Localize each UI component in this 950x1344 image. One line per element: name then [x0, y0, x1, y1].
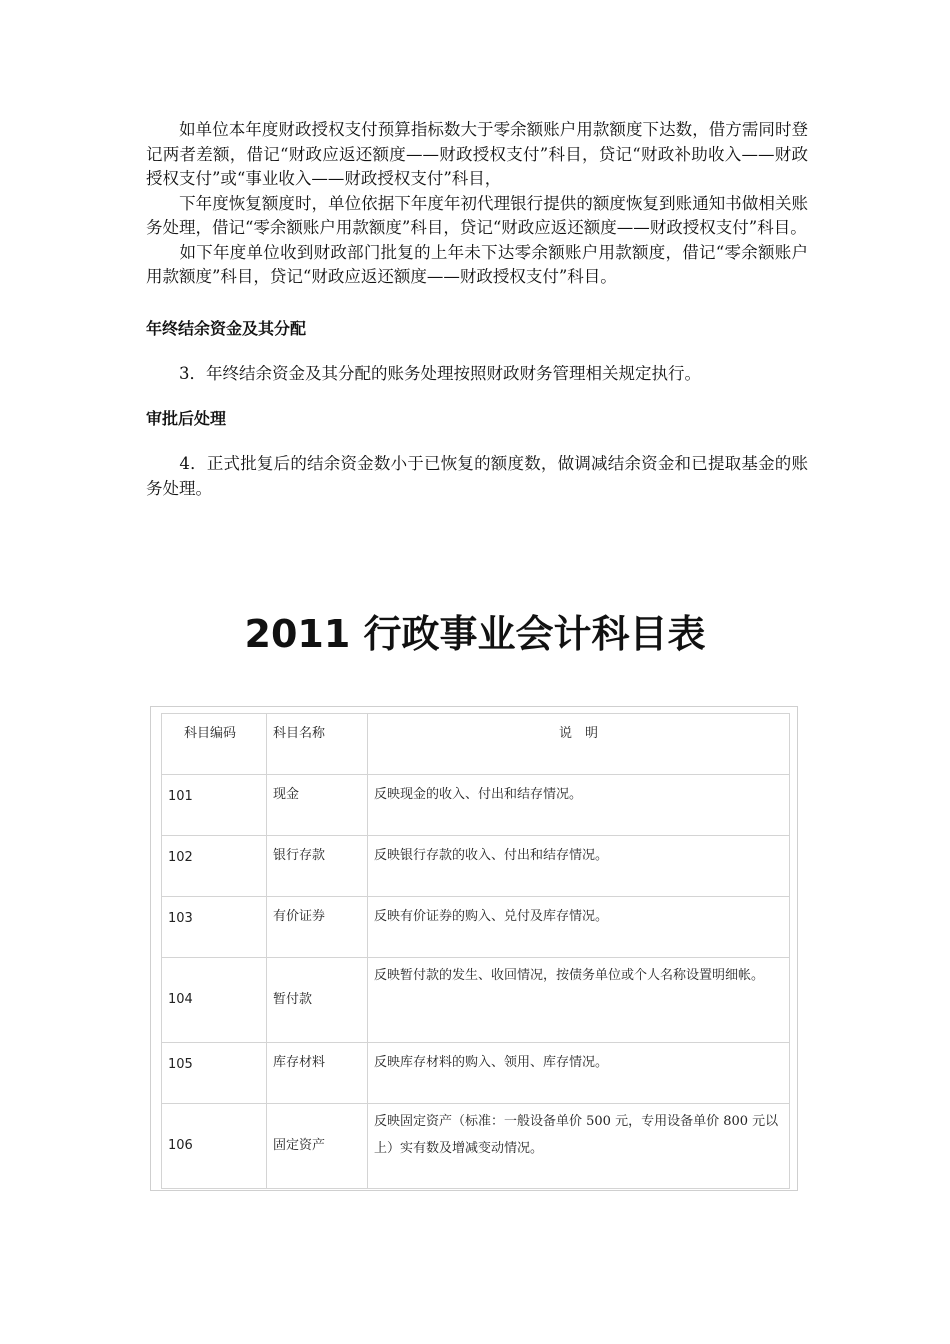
paragraph-4: 3．年终结余资金及其分配的账务处理按照财政财务管理相关规定执行。 [146, 363, 701, 383]
section-heading-year-end: 年终结余资金及其分配 [146, 318, 307, 338]
table-header-row [162, 714, 790, 775]
header-description: 说 明 [368, 714, 790, 775]
page-title: 2011 行政事业会计科目表 [244, 612, 706, 656]
row-description: 反映现金的收入、付出和结存情况。 [368, 775, 790, 836]
header-name: 科目名称 [267, 714, 368, 775]
row-name: 暂付款 [267, 958, 368, 1043]
row-code: 103 [162, 897, 267, 958]
row-description: 反映库存材料的购入、领用、库存情况。 [368, 1043, 790, 1104]
table-row [162, 1043, 790, 1104]
row-description: 反映固定资产（标准：一般设备单价 500 元，专用设备单价 800 元以上）实有数及增减变动情况。 [368, 1104, 790, 1189]
account-table-frame [150, 706, 798, 1191]
table-row [162, 775, 790, 836]
account-table [161, 713, 790, 1189]
row-name: 银行存款 [267, 836, 368, 897]
row-code: 101 [162, 775, 267, 836]
table-row [162, 958, 790, 1043]
row-code: 102 [162, 836, 267, 897]
row-code: 104 [162, 958, 267, 1043]
table-row [162, 836, 790, 897]
header-code: 科目编码 [162, 714, 267, 775]
table-row [162, 897, 790, 958]
row-name: 有价证券 [267, 897, 368, 958]
row-name: 库存材料 [267, 1043, 368, 1104]
paragraph-3: 如下年度单位收到财政部门批复的上年未下达零余额账户用款额度，借记“零余额账户用款额度”科目，贷记“财政应返还额度——财政授权支付”科目。 [146, 242, 808, 286]
document-body [146, 118, 808, 501]
row-code: 106 [162, 1104, 267, 1189]
row-description: 反映有价证券的购入、兑付及库存情况。 [368, 897, 790, 958]
row-code: 105 [162, 1043, 267, 1104]
section-heading-after-approval: 审批后处理 [146, 409, 227, 428]
paragraph-5: 4．正式批复后的结余资金数小于已恢复的额度数，做调减结余资金和已提取基金的账务处理。 [146, 454, 808, 498]
table-row [162, 1104, 790, 1189]
row-description: 反映银行存款的收入、付出和结存情况。 [368, 836, 790, 897]
row-name: 现金 [267, 775, 368, 836]
row-description: 反映暂付款的发生、收回情况，按债务单位或个人名称设置明细帐。 [368, 958, 790, 1043]
row-name: 固定资产 [267, 1104, 368, 1189]
paragraph-1: 如单位本年度财政授权支付预算指标数大于零余额账户用款额度下达数，借方需同时登记两者差额，借记“财政应返还额度——财政授权支付”科目，贷记“财政补助收入——财政授权支付”或“事业收入——财政授权支付”科目， [146, 120, 808, 188]
paragraph-2: 下年度恢复额度时，单位依据下年度年初代理银行提供的额度恢复到账通知书做相关账务处理，借记“零余额账户用款额度”科目，贷记“财政应返还额度——财政授权支付”科目。 [146, 193, 808, 237]
